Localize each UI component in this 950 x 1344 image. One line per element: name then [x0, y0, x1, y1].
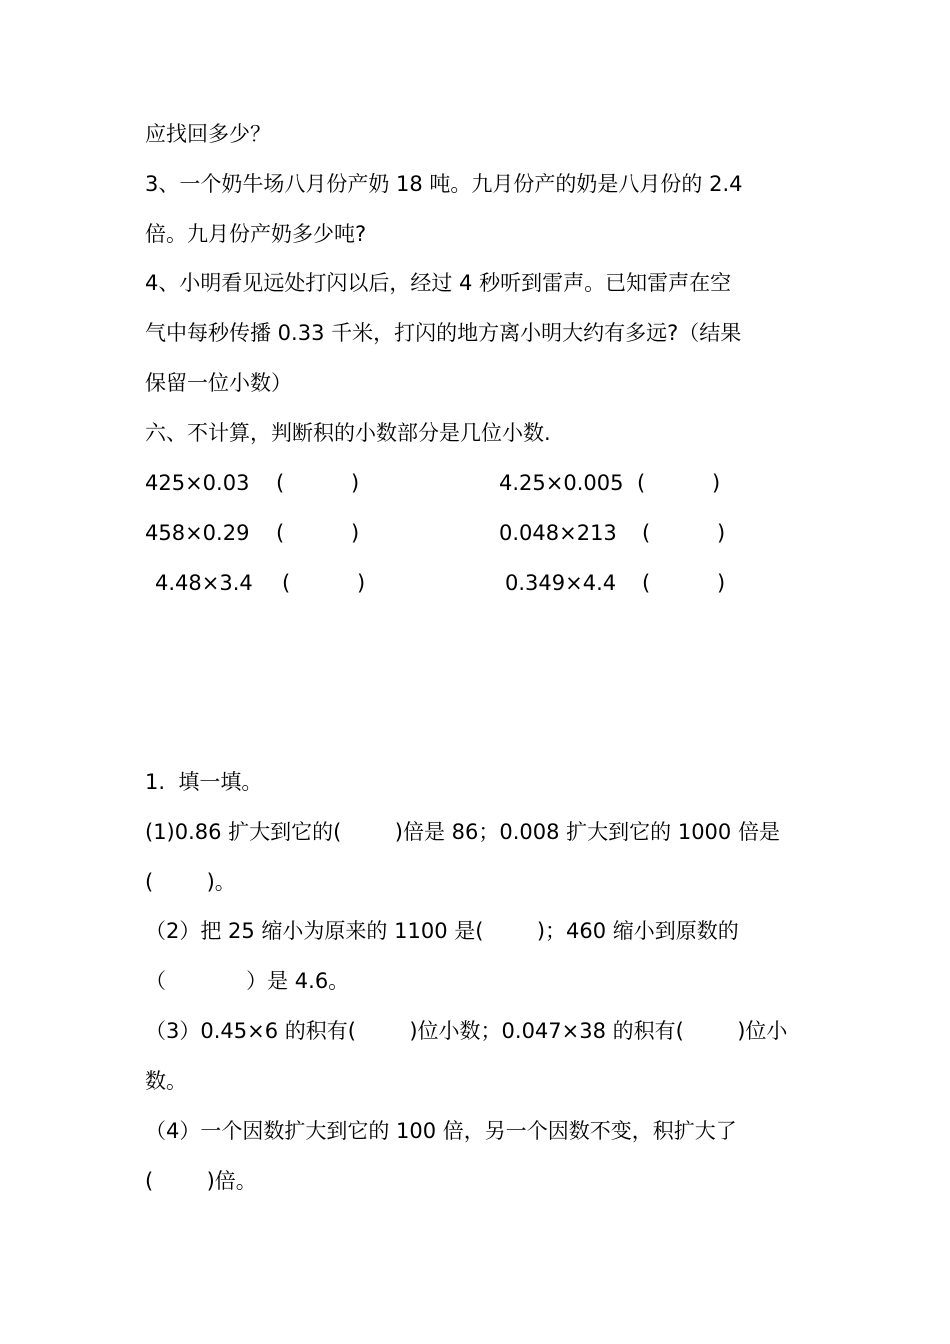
- problem-4-line-3: 保留一位小数）: [145, 371, 292, 395]
- fill-in-title: 1. 填一填。: [145, 770, 263, 794]
- fill-in-item-2-line-1: （2）把 25 缩小为原来的 1100 是( )；460 缩小到原数的: [145, 919, 739, 943]
- fill-in-item-3-line-1: （3）0.45×6 的积有( )位小数；0.047×38 的积有( )位小: [145, 1019, 788, 1043]
- fill-in-item-2-line-2: （ ）是 4.6。: [145, 969, 350, 993]
- answer-blank: ( ): [282, 571, 366, 595]
- section-six-title: 六、不计算，判断积的小数部分是几位小数.: [145, 421, 551, 445]
- product-expression: 425×0.03: [145, 471, 250, 495]
- answer-blank: ( ): [637, 471, 721, 495]
- problem-3-line-2: 倍。九月份产奶多少吨?: [145, 222, 367, 246]
- fill-in-item-1-line-1: (1)0.86 扩大到它的( )倍是 86；0.008 扩大到它的 1000 倍是: [145, 820, 780, 844]
- product-expression: 4.25×0.005: [499, 471, 624, 495]
- problem-2-tail: 应找回多少？: [145, 122, 271, 146]
- product-expression: 0.349×4.4: [505, 571, 617, 595]
- fill-in-item-1-line-2: ( )。: [145, 870, 236, 894]
- answer-blank: ( ): [276, 471, 360, 495]
- problem-3-line-1: 3、一个奶牛场八月份产奶 18 吨。九月份产的奶是八月份的 2.4: [145, 172, 743, 196]
- problem-4-line-1: 4、小明看见远处打闪以后，经过 4 秒听到雷声。已知雷声在空: [145, 271, 732, 295]
- product-expression: 458×0.29: [145, 521, 250, 545]
- answer-blank: ( ): [276, 521, 360, 545]
- fill-in-item-3-line-2: 数。: [145, 1069, 187, 1093]
- answer-blank: ( ): [642, 571, 726, 595]
- fill-in-item-4-line-2: ( )倍。: [145, 1169, 257, 1193]
- product-expression: 0.048×213: [499, 521, 617, 545]
- problem-4-line-2: 气中每秒传播 0.33 千米，打闪的地方离小明大约有多远?（结果: [145, 321, 742, 345]
- fill-in-item-4-line-1: （4）一个因数扩大到它的 100 倍，另一个因数不变，积扩大了: [145, 1119, 737, 1143]
- product-expression: 4.48×3.4: [155, 571, 253, 595]
- answer-blank: ( ): [642, 521, 726, 545]
